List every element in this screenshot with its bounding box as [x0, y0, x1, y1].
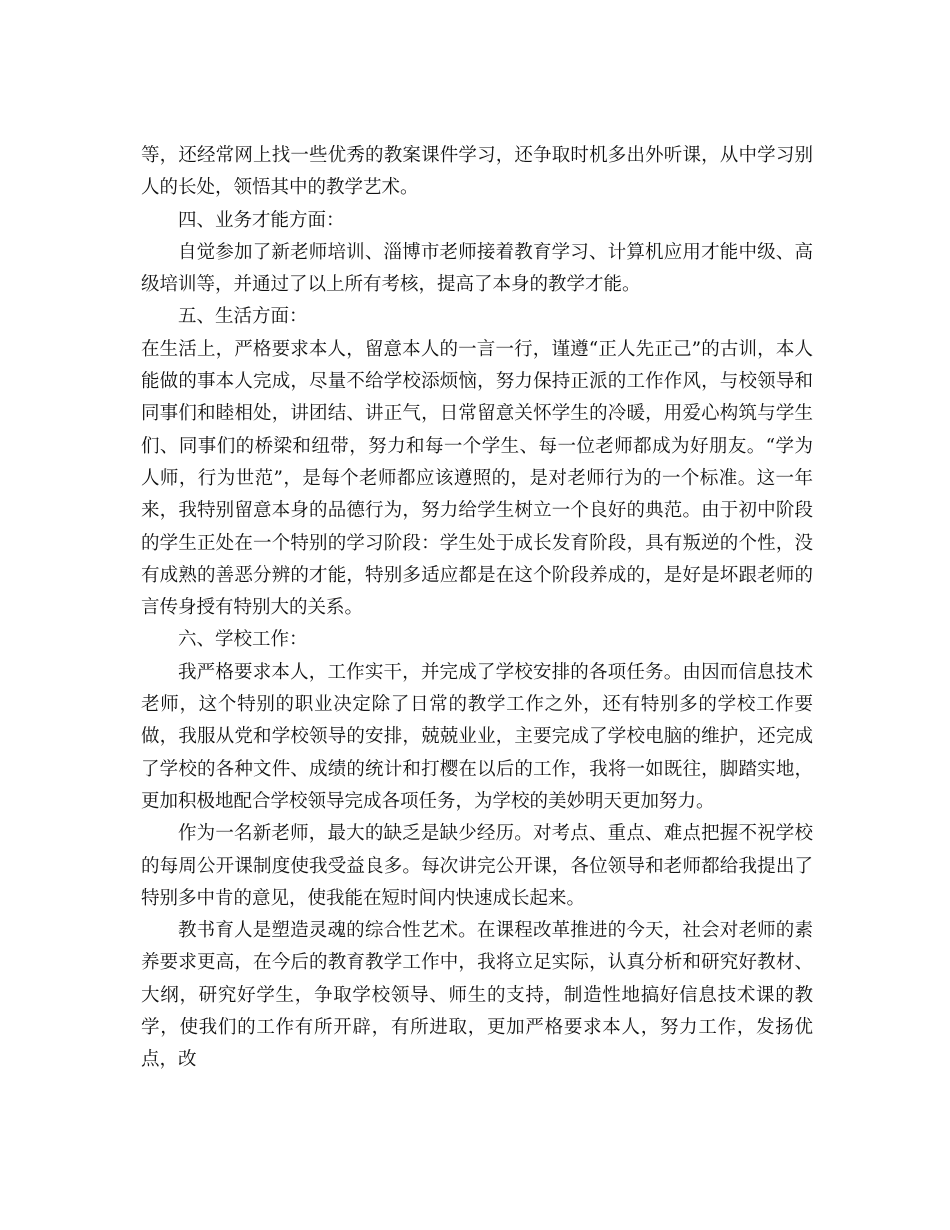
section-heading-business-skills: 四、业务才能方面：: [178, 209, 345, 231]
paragraph-school-work: 我严格要求本人，工作实干，并完成了学校安排的各项任务。由因而信息技术老师，这个特别的职业决定除了日常的教学工作之外，还有特别多的学校工作要做，我服从党和学校领导的安排，兢兢业业，主要完成了学校电脑的维护，还完成了学校的各种文件、成绩的统计和打樱在以后的工作，我将一如既往，脚踏实地，更加积极地配合学校领导完成各项任务，为学校的美妙明天更加努力。: [141, 661, 813, 812]
document-page: [141, 140, 813, 1077]
section-heading-school-work: 六、学校工作：: [178, 629, 308, 651]
paragraph-teaching-art: 教书育人是塑造灵魂的综合性艺术。在课程改革推进的今天，社会对老师的素养要求更高，在今后的教育教学工作中，我将立足实际，认真分析和研究好教材、大纲，研究好学生，争取学校领导、师生的支持，制造性地搞好信息技术课的教学，使我们的工作有所开辟，有所进取，更加严格要求本人，努力工作，发扬优点，改: [141, 920, 813, 1071]
paragraph-new-teacher: 作为一名新老师，最大的缺乏是缺少经历。对考点、重点、难点把握不祝学校的每周公开课制度使我受益良多。每次讲完公开课，各位领导和老师都给我提出了特别多中肯的意见，使我能在短时间内快速成长起来。: [141, 823, 813, 909]
paragraph-business-skills: 自觉参加了新老师培训、淄博市老师接着教育学习、计算机应用才能中级、高级培训等，并通过了以上所有考核，提高了本身的教学才能。: [141, 241, 813, 296]
paragraph-life: 在生活上，严格要求本人，留意本人的一言一行，谨遵“正人先正己”的古训，本人能做的事本人完成，尽量不给学校添烦恼，努力保持正派的工作作风，与校领导和同事们和睦相处，讲团结、讲正气，日常留意关怀学生的冷暖，用爱心构筑与学生们、同事们的桥梁和纽带，努力和每一个学生、每一位老师都成为好朋友。“学为人师，行为世范”，是每个老师都应该遵照的，是对老师行为的一个标准。这一年来，我特别留意本身的品德行为，努力给学生树立一个良好的典范。由于初中阶段的学生正处在一个特别的学习阶段：学生处于成长发育阶段，具有叛逆的个性，没有成熟的善恶分辨的才能，特别多适应都是在这个阶段养成的，是好是坏跟老师的言传身授有特别大的关系。: [141, 338, 813, 619]
paragraph-1: 等，还经常网上找一些优秀的教案课件学习，还争取时机多出外听课，从中学习别人的长处，领悟其中的教学艺术。: [141, 145, 813, 199]
section-heading-life: 五、生活方面：: [178, 306, 308, 328]
